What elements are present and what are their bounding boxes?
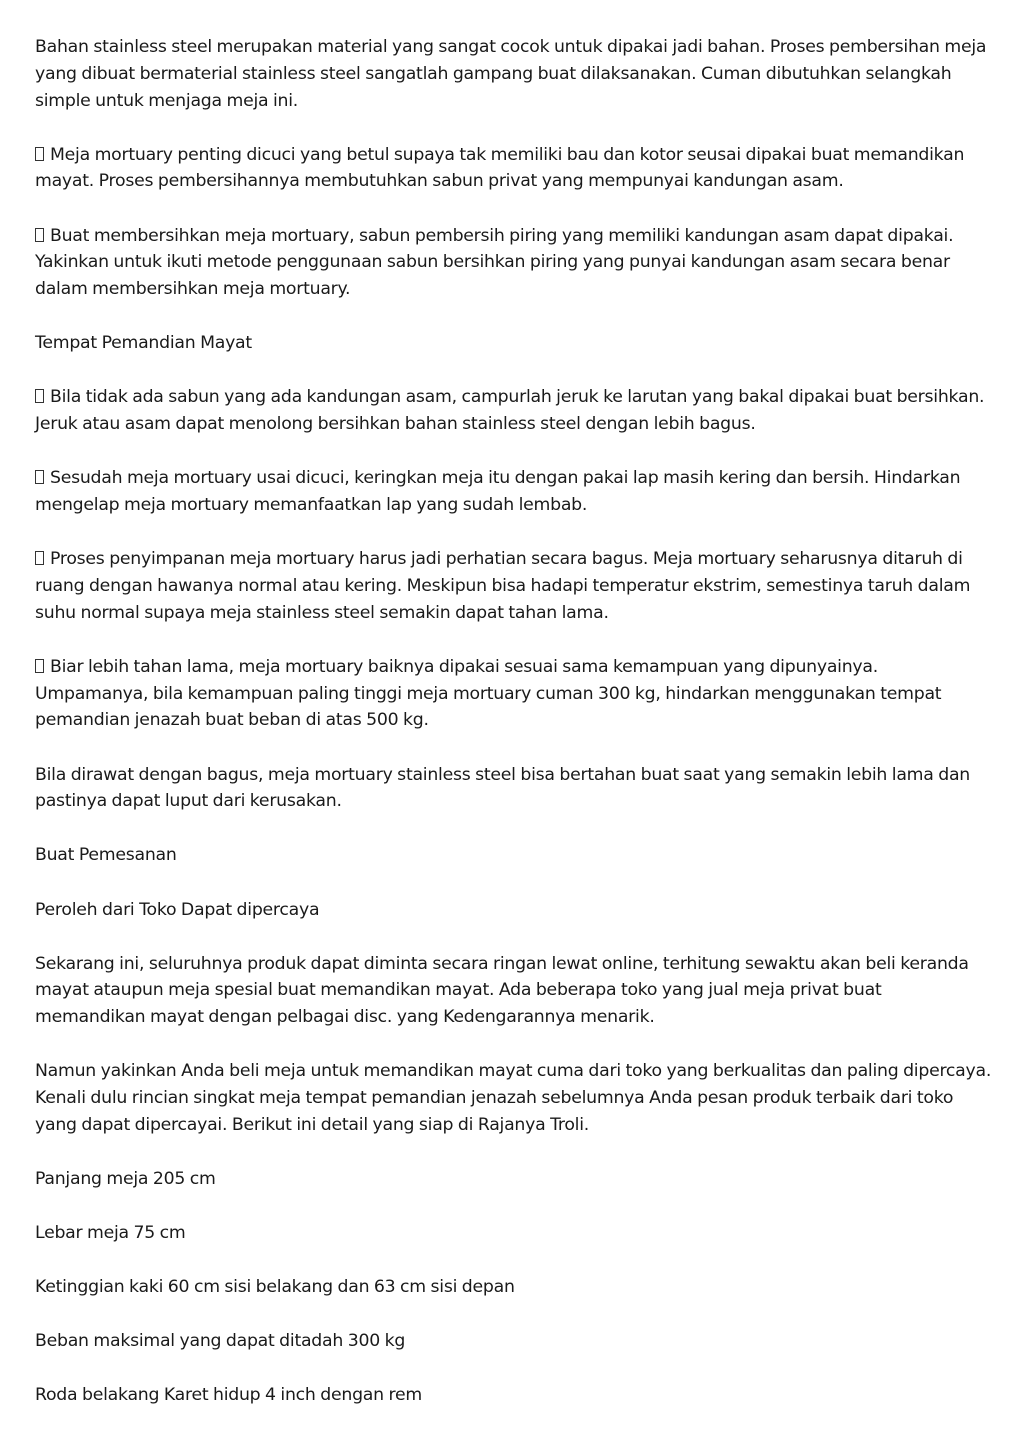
paragraph: Meja mortuary penting dicuci yang betul supaya tak memiliki bau dan kotor seusai dipakai buat memandikan mayat. Proses pembersihannya membutuhkan sabun privat yang mempunyai kandungan asam.: [35, 144, 965, 192]
section-heading: Tempat Pemandian Mayat: [35, 333, 252, 354]
section-heading: Buat Pemesanan: [35, 845, 177, 866]
paragraph: Biar lebih tahan lama, meja mortuary baiknya dipakai sesuai sama kemampuan yang dipunyainya. Umpamanya, bila kemampuan paling tinggi meja mortuary cuman 300 kg, hindarkan menggunakan tempat pemandian jenazah buat beban di atas 500 kg.: [35, 656, 942, 731]
missing-glyph-icon: [35, 389, 44, 403]
section-heading: Peroleh dari Toko Dapat dipercaya: [35, 899, 320, 920]
paragraph: Buat membersihkan meja mortuary, sabun pembersih piring yang memiliki kandungan asam dapat dipakai. Yakinkan untuk ikuti metode penggunaan sabun bersihkan piring yang punyai kandungan asam secara benar dalam membersihkan meja mortuary.: [35, 225, 954, 300]
missing-glyph-icon: [35, 551, 44, 565]
missing-glyph-icon: [35, 228, 44, 242]
paragraph: Sesudah meja mortuary usai dicuci, keringkan meja itu dengan pakai lap masih kering dan bersih. Hindarkan mengelap meja mortuary memanfaatkan lap yang sudah lembab.: [35, 468, 961, 516]
spec-line: Ketinggian kaki 60 cm sisi belakang dan 63 cm sisi depan: [35, 1277, 515, 1298]
spec-line: Roda belakang Karet hidup 4 inch dengan rem: [35, 1385, 422, 1406]
paragraph: Bahan stainless steel merupakan material yang sangat cocok untuk dipakai jadi bahan. Proses pembersihan meja yang dibuat bermaterial stainless steel sangatlah gampang buat dilaksanakan. Cuman dibutuhkan selangkah simple untuk menjaga meja ini.: [35, 37, 987, 111]
spec-line: Lebar meja 75 cm: [35, 1223, 186, 1244]
paragraph: Proses penyimpanan meja mortuary harus jadi perhatian secara bagus. Meja mortuary seharusnya ditaruh di ruang dengan hawanya normal atau kering. Meskipun bisa hadapi temperatur ekstrim, semestinya taruh dalam suhu normal supaya meja stainless steel semakin dapat tahan lama.: [35, 549, 971, 623]
spec-line: Beban maksimal yang dapat ditadah 300 kg: [35, 1331, 406, 1352]
paragraph: Bila dirawat dengan bagus, meja mortuary stainless steel bisa bertahan buat saat yang semakin lebih lama dan pastinya dapat luput dari kerusakan.: [35, 764, 970, 812]
missing-glyph-icon: [35, 470, 44, 484]
paragraph: Bila tidak ada sabun yang ada kandungan asam, campurlah jeruk ke larutan yang bakal dipakai buat bersihkan. Jeruk atau asam dapat menolong bersihkan bahan stainless steel dengan lebih bagus.: [35, 387, 985, 435]
paragraph: Namun yakinkan Anda beli meja untuk memandikan mayat cuma dari toko yang berkualitas dan paling dipercaya. Kenali dulu rincian singkat meja tempat pemandian jenazah sebelumnya Anda pesan produk terbaik dari toko yang dapat dipercayai. Berikut ini detail yang siap di Rajanya Troli.: [35, 1061, 992, 1135]
spec-line: Panjang meja 205 cm: [35, 1168, 216, 1189]
missing-glyph-icon: [35, 147, 44, 161]
document-body: [35, 34, 993, 1436]
paragraph: Sekarang ini, seluruhnya produk dapat diminta secara ringan lewat online, terhitung sewaktu akan beli keranda mayat ataupun meja spesial buat memandikan mayat. Ada beberapa toko yang jual meja privat buat memandikan mayat dengan pelbagai disc. yang Kedengarannya menarik.: [35, 953, 969, 1028]
missing-glyph-icon: [35, 659, 44, 673]
